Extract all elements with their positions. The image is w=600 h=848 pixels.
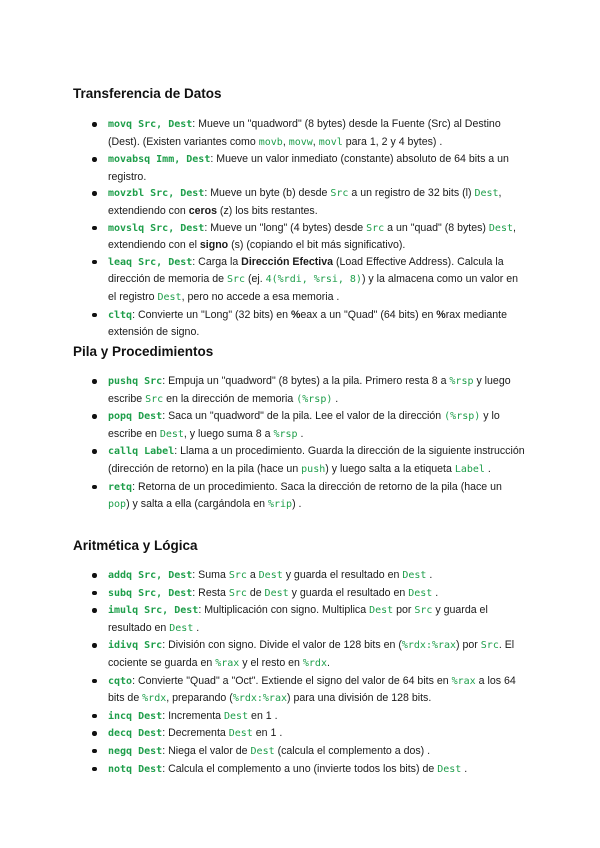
list-item: [0, 743, 600, 761]
item-text: ) y salta a ella (cargándola en: [126, 498, 268, 511]
code-operand: %rax: [215, 657, 240, 669]
bold-term: signo: [199, 239, 229, 252]
instruction-name: cltq: [108, 309, 133, 321]
item-text: : Convierte "Quad" a "Oct". Extiende el signo del valor de 64 bits en: [132, 674, 452, 687]
code-operand: %rdx: [302, 657, 327, 669]
instruction-name: subq Src, Dest: [108, 587, 193, 599]
bold-term: Dirección Efectiva: [241, 255, 334, 268]
code-operand: Dest: [157, 291, 182, 303]
code-operand: push: [301, 463, 326, 475]
list-item: [0, 373, 600, 408]
instruction-name: idivq Src: [108, 640, 163, 652]
code-operand: Dest: [224, 710, 249, 722]
instruction-name: incq Dest: [108, 710, 163, 722]
item-text: ) .: [292, 498, 302, 511]
item-text: : Retorna de un procedimiento. Saca la dirección de retorno de la pila (hace un: [132, 480, 502, 493]
item-text: y guarda el resultado en: [108, 604, 488, 634]
item-text: (ej.: [245, 273, 266, 286]
instruction-name: movslq Src, Dest: [108, 222, 205, 234]
list-item: [0, 585, 600, 603]
item-text: : Calcula el complemento a uno (invierte todos los bits) de: [162, 762, 438, 775]
list-item: [0, 725, 600, 743]
instruction-name: addq Src, Dest: [108, 570, 193, 581]
item-text: (s) (copiando el bit más significativo).: [228, 239, 406, 252]
item-text: : Llama a un procedimiento. Guarda la dirección de la siguiente instrucción (dirección de retorno) en la pila (hace un: [108, 445, 525, 475]
item-text: : División con signo. Divide el valor de 128 bits en (: [162, 639, 402, 652]
code-operand: movb: [258, 136, 283, 148]
item-text: ) y la almacena como un valor en el registro: [108, 273, 518, 303]
section-title-transferencia: Transferencia de Datos: [73, 86, 222, 101]
item-text: ) por: [456, 639, 481, 652]
item-text: .: [461, 762, 468, 775]
list-item: [0, 185, 600, 219]
item-text: y guarda el resultado en: [282, 569, 403, 581]
code-operand: movl: [318, 136, 343, 148]
item-text: y lo escribe en: [108, 410, 500, 440]
code-operand: Src: [330, 188, 349, 200]
code-operand: Src: [480, 640, 499, 652]
item-text: en 1 .: [252, 727, 283, 740]
list-item: [0, 116, 600, 151]
code-operand: (%rsp): [444, 411, 481, 423]
bold-term: %: [290, 308, 301, 321]
code-operand: %rdx:%rax: [232, 693, 287, 705]
instruction-name: retq: [108, 481, 133, 493]
item-text: : Mueve un byte (b) desde: [204, 187, 331, 200]
instruction-name: movzbl Src, Dest: [108, 188, 205, 200]
item-text: .: [193, 621, 200, 634]
list-item: [0, 567, 600, 585]
code-operand: Dest: [408, 587, 433, 599]
code-operand: Dest: [474, 188, 499, 200]
code-operand: %rsp: [449, 376, 474, 387]
list-pila: [0, 373, 600, 514]
item-text: y luego escribe: [108, 375, 511, 405]
item-text: , extendiendo con el: [108, 221, 516, 252]
item-text: .: [484, 462, 491, 475]
code-operand: Src: [366, 222, 385, 234]
item-text: , preparando (: [166, 692, 233, 705]
item-text: : Mueve un valor inmediato (constante) absoluto de 64 bits a un registro.: [108, 153, 509, 183]
item-text: por: [393, 604, 415, 617]
section-title-pila: Pila y Procedimientos: [73, 344, 214, 359]
item-text: : Carga la: [192, 255, 242, 268]
item-text: ,: [282, 135, 289, 148]
item-text: : Decrementa: [162, 727, 229, 740]
code-operand: %rdx:%rax: [401, 640, 457, 652]
code-operand: Dest: [437, 763, 462, 775]
item-text: : Saca un "quadword" de la pila. Lee el valor de la dirección: [162, 410, 445, 423]
item-text: a un "quad" (8 bytes): [384, 221, 489, 234]
code-operand: 4(%rdi, %rsi, 8): [265, 274, 362, 286]
list-item: [0, 602, 600, 637]
code-operand: Label: [454, 463, 485, 475]
item-text: , y luego suma 8 a: [183, 427, 274, 440]
list-item: [0, 708, 600, 726]
item-text: : Niega el valor de: [162, 744, 251, 757]
item-text: , extendiendo con: [108, 187, 502, 217]
code-operand: Dest: [228, 728, 253, 740]
code-operand: %rdx: [142, 693, 167, 705]
item-text: , pero no accede a esa memoria .: [181, 290, 340, 303]
item-text: : Multiplicación con signo. Multiplica: [198, 604, 370, 617]
code-operand: Src: [226, 274, 246, 286]
section-title-aritmetica: Aritmética y Lógica: [73, 538, 198, 553]
code-operand: Dest: [369, 605, 394, 617]
code-operand: %rsp: [273, 428, 298, 440]
bold-term: %: [436, 308, 446, 321]
item-text: . El cociente se guarda en: [108, 639, 515, 669]
item-text: para 1, 2 y 4 bytes) .: [342, 135, 443, 148]
code-operand: Dest: [258, 570, 283, 581]
item-text: (z) los bits restantes.: [216, 204, 318, 217]
instruction-name: cqto: [108, 675, 133, 687]
list-aritmetica: [0, 567, 600, 778]
code-operand: Dest: [250, 745, 275, 757]
code-operand: Src: [228, 587, 247, 599]
instruction-name: callq Label: [108, 446, 175, 458]
item-text: (Load Effective Address). Calcula la dirección de memoria de: [108, 255, 504, 286]
instruction-name: negq Dest: [108, 745, 163, 757]
code-operand: Src: [414, 605, 433, 617]
list-item: [0, 254, 600, 307]
code-operand: movw: [288, 136, 313, 148]
list-item: [0, 408, 600, 443]
code-operand: Src: [145, 393, 164, 405]
item-text: : Mueve un "quadword" (8 bytes) desde la Fuente (Src) al Destino (Dest). (Existen variantes como: [108, 118, 501, 148]
list-transferencia: [0, 116, 600, 341]
item-text: ) y luego salta a la etiqueta: [325, 462, 455, 475]
item-text: a los 64 bits de: [108, 674, 516, 705]
code-operand: Src: [228, 570, 247, 581]
item-text: y el resto en: [239, 656, 303, 669]
item-text: a: [246, 569, 259, 581]
instruction-name: decq Dest: [108, 728, 163, 740]
code-operand: Dest: [402, 570, 427, 581]
item-text: en 1 .: [248, 709, 278, 722]
item-text: ,: [312, 135, 319, 148]
instruction-name: popq Dest: [108, 411, 163, 423]
list-item: [0, 673, 600, 708]
item-text: en la dirección de memoria: [163, 392, 297, 405]
code-operand: %rip: [267, 499, 293, 511]
code-operand: Dest: [264, 587, 289, 599]
list-item: [0, 479, 600, 514]
code-operand: Dest: [488, 222, 513, 234]
item-text: : Suma: [192, 569, 229, 581]
item-text: : Convierte un "Long" (32 bits) en: [132, 308, 291, 321]
item-text: : Empuja un "quadword" (8 bytes) a la pila. Primero resta 8 a: [162, 375, 450, 387]
bold-term: ceros: [188, 204, 217, 217]
item-text: : Mueve un "long" (4 bytes) desde: [204, 221, 367, 234]
item-text: de: [246, 586, 265, 599]
item-text: y guarda el resultado en: [288, 586, 409, 599]
list-item: [0, 151, 600, 185]
instruction-name: movabsq Imm, Dest: [108, 154, 211, 166]
item-text: .: [426, 569, 433, 581]
item-text: : Incrementa: [162, 709, 225, 722]
item-text: a un registro de 32 bits (l): [348, 187, 475, 200]
item-text: .: [432, 586, 439, 599]
code-operand: (%rsp): [296, 393, 333, 405]
item-text: .: [326, 656, 330, 669]
item-text: (calcula el complemento a dos) .: [274, 744, 431, 757]
code-operand: %rax: [451, 675, 476, 687]
list-item: [0, 307, 600, 341]
instruction-name: movq Src, Dest: [108, 119, 193, 130]
item-text: rax mediante extensión de signo.: [108, 308, 507, 339]
instruction-name: leaq Src, Dest: [108, 256, 193, 268]
code-operand: Dest: [169, 622, 194, 634]
item-text: : Resta: [192, 586, 229, 599]
list-item: [0, 220, 600, 254]
list-item: [0, 637, 600, 672]
code-operand: Dest: [159, 428, 184, 440]
list-item: [0, 761, 600, 779]
instruction-name: notq Dest: [108, 763, 163, 775]
instruction-name: imulq Src, Dest: [108, 605, 199, 617]
item-text: .: [332, 392, 339, 405]
instruction-name: pushq Src: [108, 376, 163, 387]
list-item: [0, 443, 600, 478]
item-text: ) para una división de 128 bits.: [287, 692, 432, 705]
item-text: .: [297, 427, 304, 440]
code-operand: pop: [108, 499, 127, 511]
item-text: eax a un "Quad" (64 bits) en: [300, 308, 437, 321]
